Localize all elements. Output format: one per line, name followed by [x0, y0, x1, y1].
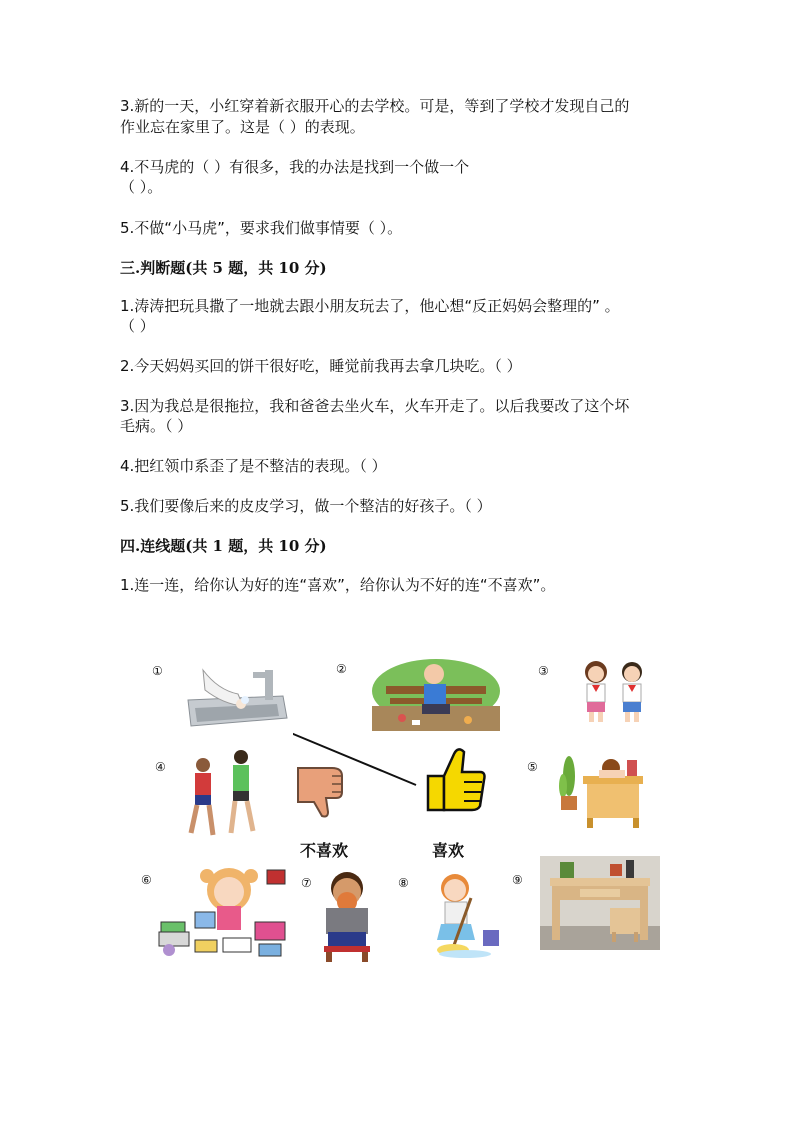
- item-number-2: ②: [336, 662, 347, 676]
- q2-4-line2: （ ）。: [120, 178, 163, 196]
- item-number-4: ④: [155, 760, 166, 774]
- mopping-girl-picture[interactable]: [425, 868, 505, 958]
- item-number-1: ①: [152, 664, 163, 678]
- q3-3-line1: 3.因为我总是很拖拉，我和爸爸去坐火车，火车开走了。以后我要改了这个坏: [120, 397, 630, 415]
- q3-2-line1: 2.今天妈妈买回的饼干很好吃，睡觉前我再去拿几块吃。（ ）: [120, 357, 522, 375]
- handwash-picture[interactable]: [183, 660, 293, 740]
- litter-bench-picture[interactable]: [372, 656, 500, 731]
- q3-1-line2: （ ）: [120, 317, 155, 335]
- item-number-3: ③: [538, 664, 549, 678]
- thumbs-down-icon: [292, 762, 356, 820]
- q2-4-line1: 4.不马虎的（ ）有很多，我的办法是找到一个做一个: [120, 158, 470, 176]
- q2-3-line1: 3.新的一天，小红穿着新衣服开心的去学校。可是，等到了学校才发现自己的: [120, 97, 630, 115]
- item-number-9: ⑨: [512, 873, 523, 887]
- dislike-label: 不喜欢: [300, 841, 349, 860]
- runners-picture[interactable]: [183, 745, 263, 845]
- section4-title: 四.连线题(共 1 题，共 10 分): [120, 537, 327, 555]
- q3-3-line2: 毛病。（ ）: [120, 417, 193, 435]
- item-number-7: ⑦: [301, 876, 312, 890]
- q2-3-line2: 作业忘在家里了。这是（ ）的表现。: [120, 118, 365, 136]
- section3-title: 三.判断题(共 5 题，共 10 分): [120, 259, 327, 277]
- q4-1-line1: 1.连一连，给你认为好的连“喜欢”，给你认为不好的连“不喜欢”。: [120, 576, 556, 594]
- asleep-desk-picture[interactable]: [557, 746, 649, 830]
- q2-5-line1: 5.不做“小马虎”，要求我们做事情要（ ）。: [120, 219, 403, 237]
- thumbs-up-icon: [420, 744, 490, 814]
- item-number-5: ⑤: [527, 760, 538, 774]
- q3-5-line1: 5.我们要像后来的皮皮学习，做一个整洁的好孩子。（ ）: [120, 497, 492, 515]
- q3-1-line1: 1.涛涛把玩具撒了一地就去跟小朋友玩去了，他心想“反正妈妈会整理的” 。: [120, 297, 620, 315]
- tidy-desk-picture[interactable]: [540, 856, 660, 950]
- salute-kids-picture[interactable]: [574, 656, 654, 726]
- eating-boy-picture[interactable]: [318, 866, 376, 962]
- item-number-8: ⑧: [398, 876, 409, 890]
- q3-4-line1: 4.把红领巾系歪了是不整洁的表现。（ ）: [120, 457, 387, 475]
- item-number-6: ⑥: [141, 873, 152, 887]
- messy-girl-picture[interactable]: [155, 862, 300, 960]
- like-label: 喜欢: [432, 841, 465, 860]
